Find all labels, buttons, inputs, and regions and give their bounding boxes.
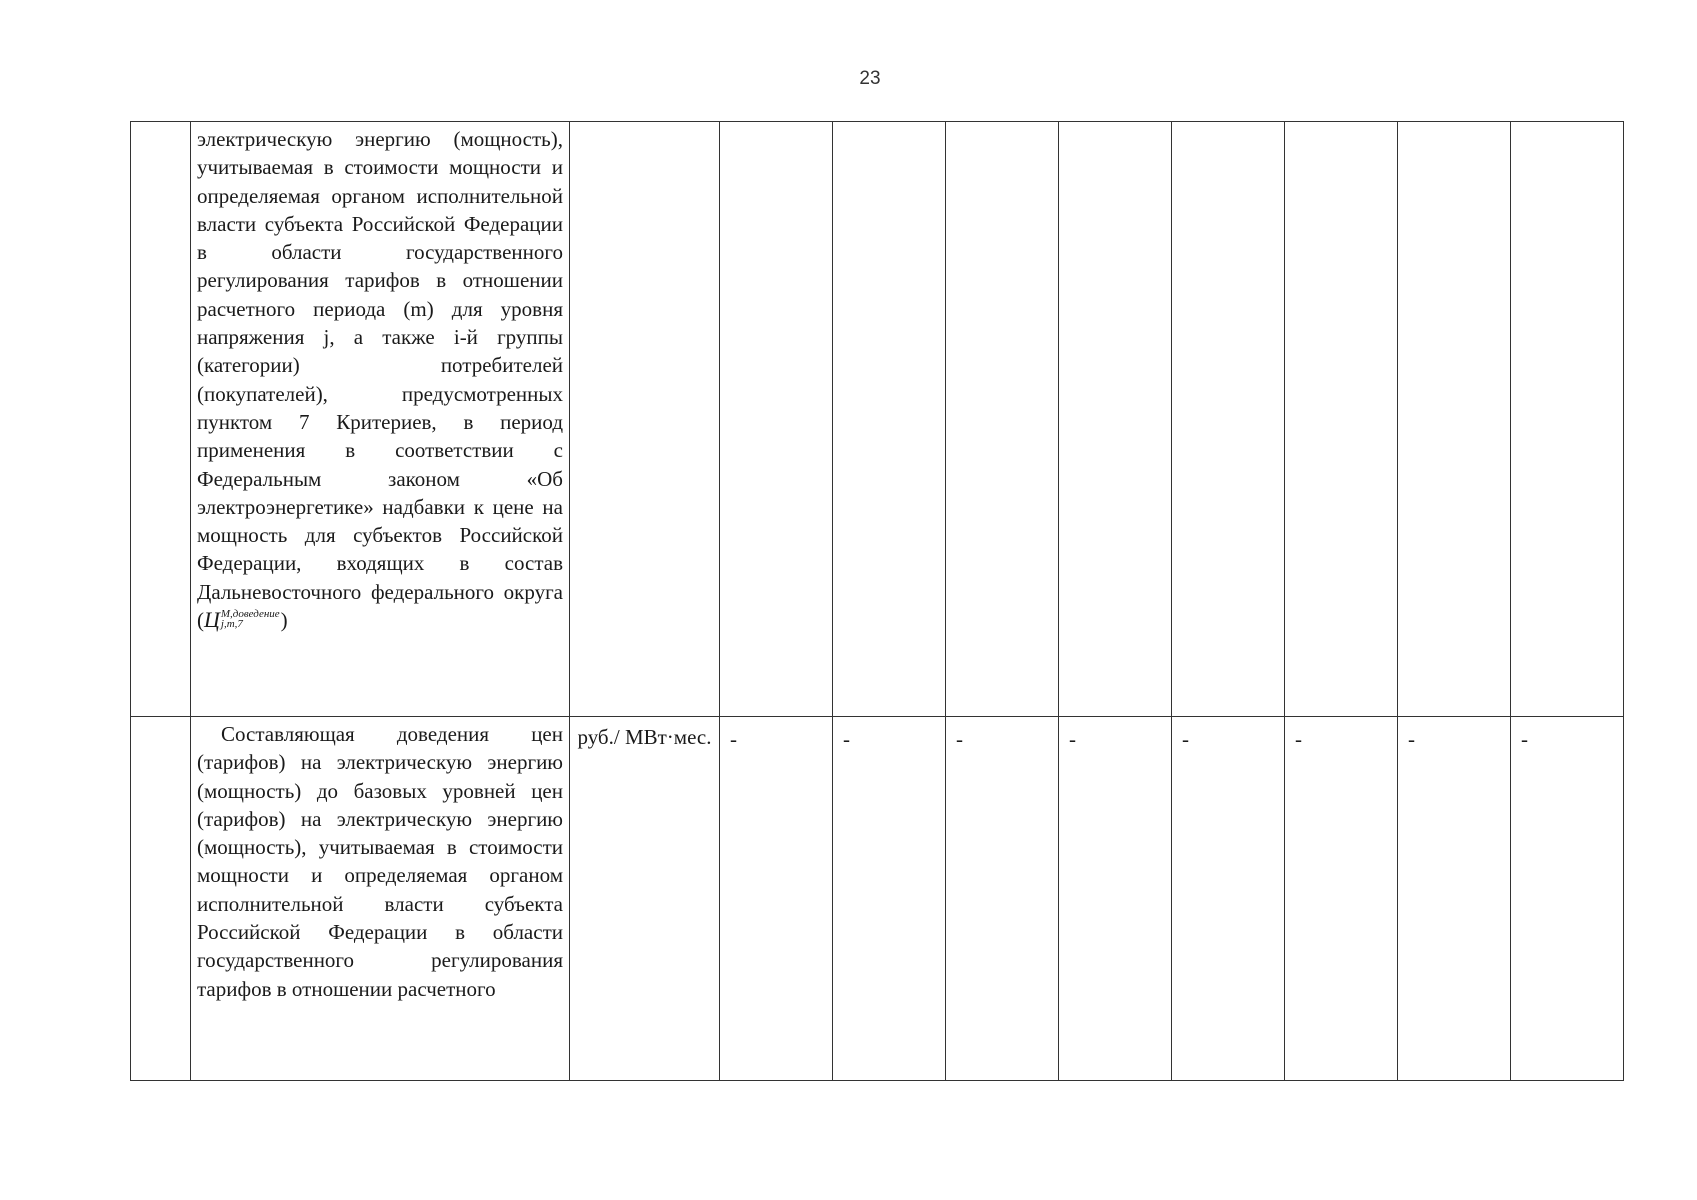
formula-subscript: j,m,7: [220, 618, 243, 631]
value-cell: [1059, 122, 1172, 717]
value-cell: -: [1059, 717, 1172, 1081]
indicator-name-cell: [191, 122, 570, 717]
formula-close: ): [280, 608, 288, 633]
formula-indices: [221, 609, 280, 629]
value-cell: -: [833, 717, 946, 1081]
value-cell: -: [720, 717, 833, 1081]
value-cell: [946, 122, 1059, 717]
formula-price-symbol: [204, 608, 288, 632]
formula-symbol: Ц: [204, 607, 220, 633]
indicator-name-cell: [191, 717, 570, 1081]
value-cell: -: [1172, 717, 1285, 1081]
row-number-cell: [131, 122, 191, 717]
value-cell: [1285, 122, 1398, 717]
page-number: 23: [859, 68, 881, 89]
value-cell: [1172, 122, 1285, 717]
table-row: [131, 717, 1624, 1081]
value-cell: -: [1285, 717, 1398, 1081]
value-cell: [720, 122, 833, 717]
value-cell: -: [946, 717, 1059, 1081]
indicator-name-text: электрическую энергию (мощность), учитываемая в стоимости мощности и определяемая органом исполнительной власти субъекта Российской Федерации в области государственного регулирования тарифов в отношении расчетного периода (m) для уровня напряжения j, а также i-й группы (категории) потребителей (покупателей), предусмотренных пунктом 7 Критериев, в период применения в соответствии с Федеральным законом «Об электроэнергетике» надбавки к цене на мощность для субъектов Российской Федерации, входящих в состав Дальневосточного федерального округа (: [197, 127, 563, 633]
value-cell: [1511, 122, 1624, 717]
row-number-cell: [131, 717, 191, 1081]
unit-cell: руб./ МВт·мес.: [570, 717, 720, 1081]
value-cell: [1398, 122, 1511, 717]
value-cell: -: [1511, 717, 1624, 1081]
tariff-table: [130, 121, 1624, 1081]
formula-superscript: М,доведение: [220, 608, 280, 621]
table-row: [131, 122, 1624, 717]
value-cell: -: [1398, 717, 1511, 1081]
value-cell: [833, 122, 946, 717]
unit-cell: [570, 122, 720, 717]
indicator-name-text: Составляющая доведения цен (тарифов) на электрическую энергию (мощность) до базовых уровней цен (тарифов) на электрическую энергию (мощность), учитываемая в стоимости мощности и определяемая органом исполнительной власти субъекта Российской Федерации в области государственного регулирования тарифов в отношении расчетного: [197, 722, 563, 1001]
